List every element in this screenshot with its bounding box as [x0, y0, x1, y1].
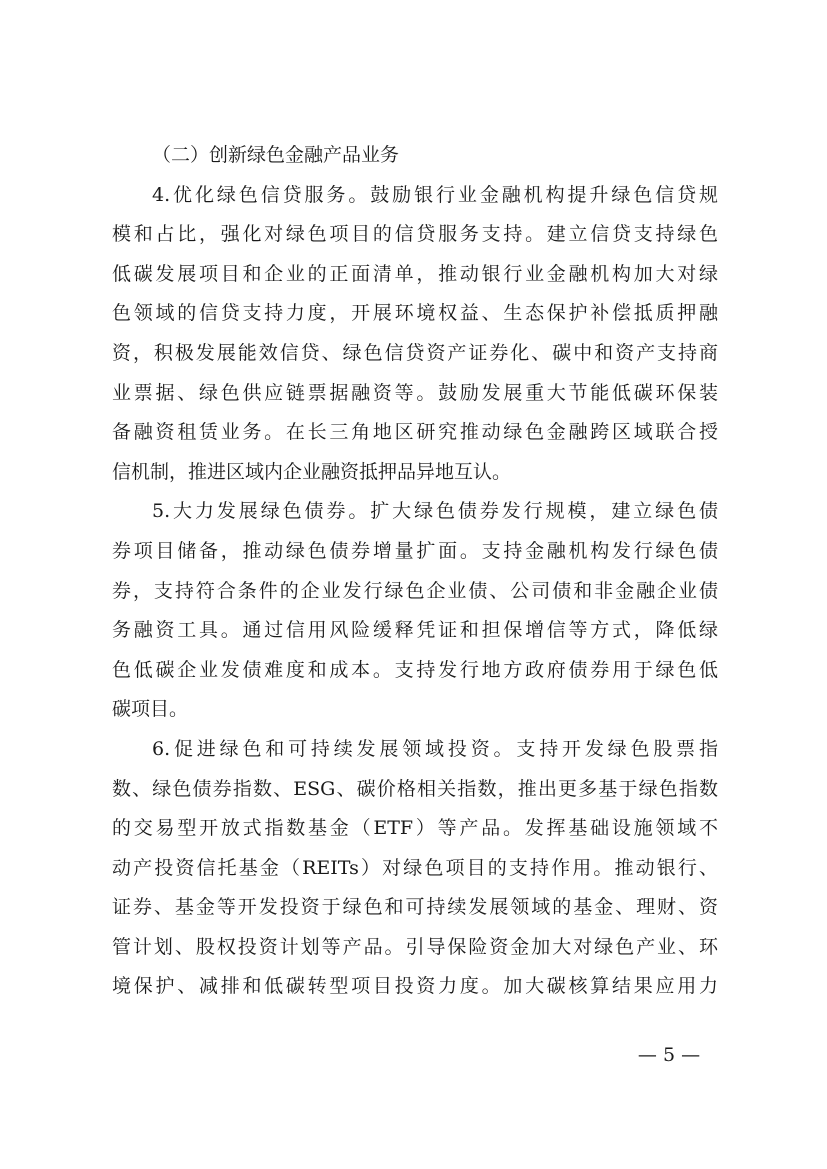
paragraph-line: 4.优化绿色信贷服务。鼓励银行业金融机构提升绿色信贷规 — [152, 183, 718, 206]
paragraph-line: 碳项目。 — [112, 698, 189, 721]
paragraph-line: 券，支持符合条件的企业发行绿色企业债、公司债和非金融企业债 — [112, 579, 718, 602]
paragraph-line: 低碳发展项目和企业的正面清单，推动银行业金融机构加大对绿 — [112, 262, 718, 285]
paragraph-line: 务融资工具。通过信用风险缓释凭证和担保增信等方式，降低绿 — [112, 619, 718, 642]
paragraph-line: 数、绿色债券指数、ESG、碳价格相关指数，推出更多基于绿色指数 — [112, 777, 718, 800]
paragraph-4 — [112, 176, 718, 493]
paragraph-line: 资，积极发展能效信贷、绿色信贷资产证券化、碳中和资产支持商 — [112, 341, 718, 364]
paragraph-line: 备融资租赁业务。在长三角地区研究推动绿色金融跨区域联合授 — [112, 421, 718, 444]
paragraph-line: 管计划、股权投资计划等产品。引导保险资金加大对绿色产业、环 — [112, 935, 718, 958]
paragraph-line: 6.促进绿色和可持续发展领域投资。支持开发绿色股票指 — [152, 737, 718, 760]
paragraph-line: 境保护、减排和低碳转型项目投资力度。加大碳核算结果应用力 — [112, 975, 718, 998]
paragraph-6 — [112, 730, 718, 1007]
paragraph-line: 模和占比，强化对绿色项目的信贷服务支持。建立信贷支持绿色 — [112, 223, 718, 246]
paragraph-5 — [112, 492, 718, 730]
page-number: — 5 — — [637, 1044, 701, 1066]
document-body — [112, 136, 718, 1007]
paragraph-line: 动产投资信托基金（REITs）对绿色项目的支持作用。推动银行、 — [112, 856, 718, 879]
paragraph-line: 色低碳企业发债难度和成本。支持发行地方政府债券用于绿色低 — [112, 658, 718, 681]
paragraph-line: 证券、基金等开发投资于绿色和可持续发展领域的基金、理财、资 — [112, 896, 718, 919]
paragraph-line: 色领域的信贷支持力度，开展环境权益、生态保护补偿抵质押融 — [112, 302, 718, 325]
paragraph-line: 业票据、绿色供应链票据融资等。鼓励发展重大节能低碳环保装 — [112, 381, 718, 404]
paragraph-line: 信机制，推进区域内企业融资抵押品异地互认。 — [112, 460, 512, 483]
paragraph-line: 5.大力发展绿色债券。扩大绿色债券发行规模，建立绿色债 — [152, 500, 718, 523]
paragraph-line: 的交易型开放式指数基金（ETF）等产品。发挥基础设施领域不 — [112, 817, 718, 840]
paragraph-line: 券项目储备，推动绿色债券增量扩面。支持金融机构发行绿色债 — [112, 539, 718, 562]
section-heading: （二）创新绿色金融产品业务 — [152, 144, 400, 166]
